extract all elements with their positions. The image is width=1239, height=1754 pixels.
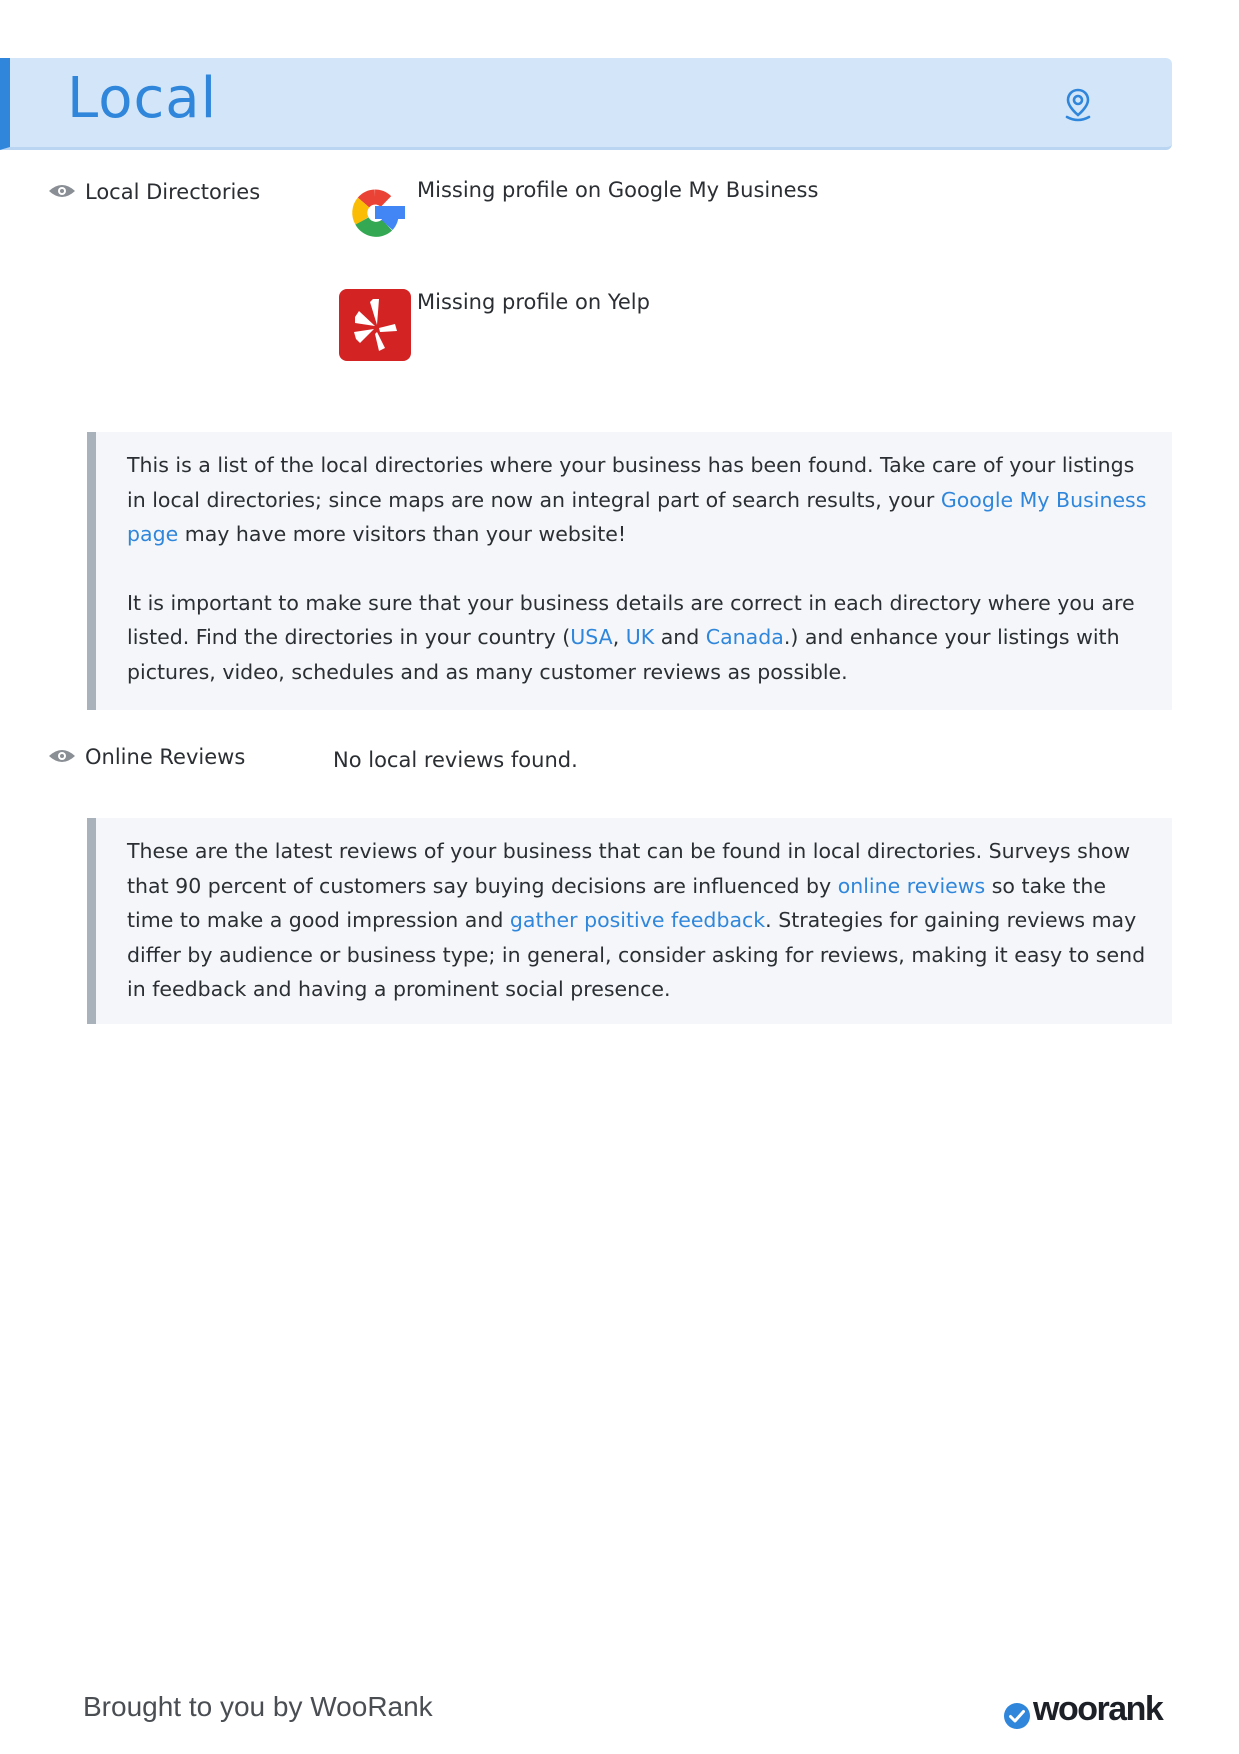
footer-credit: Brought to you by WooRank [83, 1691, 433, 1722]
info-text: and [654, 625, 706, 649]
info-text: It is important to make sure that your business details are correct in each directory where you are listed. Find the directories in your country ( [127, 590, 1135, 649]
info-paragraph [127, 586, 1148, 690]
check-badge-icon [1003, 1702, 1031, 1730]
uk-link[interactable]: UK [625, 625, 655, 649]
info-text: , [612, 625, 626, 649]
online-reviews-value: No local reviews found. [333, 748, 578, 772]
map-pin-icon [1062, 87, 1094, 123]
brand-name: woorank [1033, 1690, 1163, 1728]
info-text: This is a list of the local directories where your business has been found. Take care of your listings in local directories; since maps are now an integral part of search results, your [127, 453, 1135, 512]
online-reviews-info [87, 818, 1172, 1024]
info-text: . Strategies for gaining reviews may differ by audience or business type; in general, consider asking for reviews, making it easy to send in feedback and having a prominent social presence. [127, 908, 1146, 1001]
info-text: These are the latest reviews of your business that can be found in local directories. Surveys show that 90 percent of customers say buying decisions are influenced by [127, 839, 1131, 898]
local-directories-info [87, 432, 1172, 710]
directory-google-status: Missing profile on Google My Business [417, 178, 819, 202]
google-logo-icon [337, 175, 413, 251]
canada-link[interactable]: Canada [705, 625, 784, 649]
gather-positive-feedback-link[interactable]: gather positive feedback [509, 908, 766, 932]
info-text: so take the time to make a good impression and [127, 873, 1106, 932]
eye-icon [48, 182, 76, 200]
yelp-logo-icon [337, 287, 413, 363]
info-paragraph [127, 834, 1148, 1007]
online-reviews-link[interactable]: online reviews [837, 873, 986, 898]
local-directories-label: Local Directories [85, 180, 261, 204]
google-my-business-link[interactable]: Google My Business page [127, 487, 1147, 546]
info-text: may have more visitors than your website! [178, 522, 627, 546]
directory-yelp-status: Missing profile on Yelp [417, 290, 650, 314]
usa-link[interactable]: USA [570, 625, 613, 649]
online-reviews-label: Online Reviews [85, 745, 246, 769]
page-title: Local [67, 66, 218, 131]
info-text: .) and enhance your listings with pictures, video, schedules and as many customer reviews as possible. [127, 625, 1120, 684]
info-paragraph [127, 448, 1148, 552]
woorank-logo [1003, 1692, 1173, 1732]
section-header [0, 58, 1172, 150]
eye-icon [48, 747, 76, 765]
